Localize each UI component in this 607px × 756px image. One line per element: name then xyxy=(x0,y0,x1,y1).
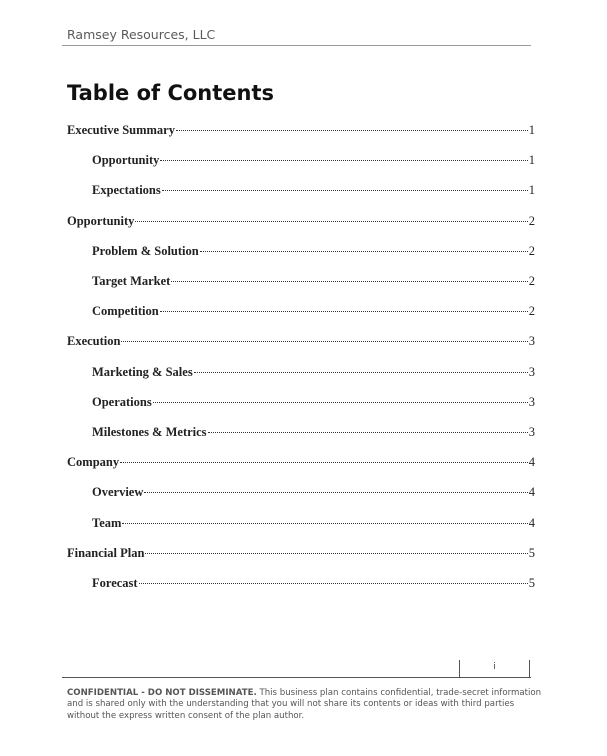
toc-dot-leader xyxy=(162,190,528,191)
toc-entry-page: 1 xyxy=(528,123,535,137)
toc-entry-label: Forecast xyxy=(92,576,138,590)
toc-entry[interactable] xyxy=(67,123,535,138)
toc-entry-page: 2 xyxy=(528,243,535,258)
toc-entry[interactable] xyxy=(92,395,535,410)
toc-entry-label: Executive Summary xyxy=(67,123,175,137)
toc-entry[interactable] xyxy=(67,214,535,229)
page-title: Table of Contents xyxy=(67,81,275,105)
toc-dot-leader xyxy=(145,553,527,554)
toc-entry-label: Problem & Solution xyxy=(92,243,199,258)
toc-entry-page: 4 xyxy=(528,515,535,530)
toc-dot-leader xyxy=(144,492,527,493)
toc-entry[interactable] xyxy=(92,244,535,259)
toc-dot-leader xyxy=(160,311,528,312)
confidential-text: This business plan contains confidential, trade-secret information and is shared only with the understanding that you will not share its contents or ideas with third parties without the express written consent of the plan author. xyxy=(67,688,542,721)
toc-entry-label: Opportunity xyxy=(67,213,135,228)
toc-dot-leader xyxy=(171,281,527,282)
toc-entry-label: Execution xyxy=(67,334,121,349)
toc-entry[interactable] xyxy=(92,485,535,500)
toc-entry-page: 5 xyxy=(528,545,535,560)
toc-entry[interactable] xyxy=(92,153,535,168)
toc-entry-page: 2 xyxy=(528,274,535,288)
toc-entry[interactable] xyxy=(92,425,535,440)
toc-entry[interactable] xyxy=(92,516,535,531)
header-company-name: Ramsey Resources, LLC xyxy=(67,27,216,42)
toc-entry-label: Financial Plan xyxy=(67,545,145,560)
toc-entry-page: 3 xyxy=(528,394,535,409)
toc-entry[interactable] xyxy=(92,304,535,319)
toc-entry-page: 3 xyxy=(528,425,535,439)
toc-entry-label: Team xyxy=(92,515,122,530)
confidential-label: CONFIDENTIAL - DO NOT DISSEMINATE. xyxy=(67,688,257,698)
toc-dot-leader xyxy=(135,221,527,222)
toc-entry[interactable] xyxy=(67,334,535,349)
toc-entry-page: 3 xyxy=(528,334,535,349)
footer-divider xyxy=(62,677,531,678)
toc-entry-page: 1 xyxy=(528,183,535,198)
toc-entry-page: 4 xyxy=(528,485,535,500)
toc-entry[interactable] xyxy=(67,455,535,470)
toc-entry-label: Operations xyxy=(92,394,152,409)
toc-dot-leader xyxy=(120,462,528,463)
toc-dot-leader xyxy=(160,160,527,161)
toc-dot-leader xyxy=(139,583,528,584)
toc-dot-leader xyxy=(176,130,528,131)
page-number: i xyxy=(493,662,496,672)
toc-entry-page: 4 xyxy=(528,455,535,470)
toc-dot-leader xyxy=(121,341,527,342)
toc-entry-label: Company xyxy=(67,455,120,470)
toc-entry[interactable] xyxy=(92,274,535,289)
toc-dot-leader xyxy=(200,251,528,252)
toc-entry-label: Opportunity xyxy=(92,153,160,168)
toc-entry-label: Competition xyxy=(92,304,159,319)
toc-dot-leader xyxy=(153,402,528,403)
toc-entry-page: 5 xyxy=(528,576,535,590)
toc-entry-label: Marketing & Sales xyxy=(92,364,193,379)
toc-entry-label: Overview xyxy=(92,485,144,500)
toc-dot-leader xyxy=(194,372,528,373)
toc-entry-label: Target Market xyxy=(92,274,171,288)
toc-entry[interactable] xyxy=(92,576,535,591)
toc-entry-page: 1 xyxy=(528,153,535,168)
toc-entry[interactable] xyxy=(92,365,535,380)
toc-entry[interactable] xyxy=(67,546,535,561)
toc-entry-page: 3 xyxy=(528,364,535,379)
toc-dot-leader xyxy=(208,432,528,433)
toc-entry-page: 2 xyxy=(528,304,535,319)
toc-entry[interactable] xyxy=(92,183,535,198)
page-number-box xyxy=(459,660,530,677)
toc-dot-leader xyxy=(122,523,527,524)
confidential-notice xyxy=(67,688,542,722)
toc-entry-label: Expectations xyxy=(92,183,161,198)
toc-entry-page: 2 xyxy=(528,213,535,228)
toc-entry-label: Milestones & Metrics xyxy=(92,425,207,439)
